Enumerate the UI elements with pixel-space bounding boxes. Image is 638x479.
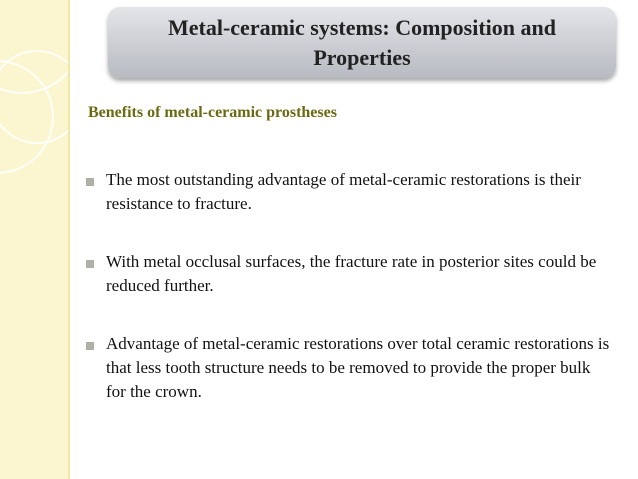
bullet-text: Advantage of metal-ceramic restorations over total ceramic restorations is that less tooth structure needs to be removed to provide the proper bulk for the crown. [106, 334, 610, 401]
square-bullet-icon [86, 260, 94, 268]
section-subheading: Benefits of metal-ceramic prostheses [88, 104, 337, 121]
slide-title-box [108, 7, 616, 78]
bullet-item [84, 250, 614, 298]
square-bullet-icon [86, 342, 94, 350]
bullet-list [84, 168, 614, 438]
decorative-left-band [0, 0, 70, 479]
square-bullet-icon [86, 178, 94, 186]
bullet-item [84, 168, 614, 216]
bullet-text: With metal occlusal surfaces, the fracture rate in posterior sites could be reduced further. [106, 252, 597, 295]
bullet-text: The most outstanding advantage of metal-ceramic restorations is their resistance to fracture. [106, 170, 581, 213]
band-edge-line [68, 0, 70, 479]
slide-title: Metal-ceramic systems: Composition and Properties [168, 14, 556, 70]
bullet-item [84, 332, 614, 404]
